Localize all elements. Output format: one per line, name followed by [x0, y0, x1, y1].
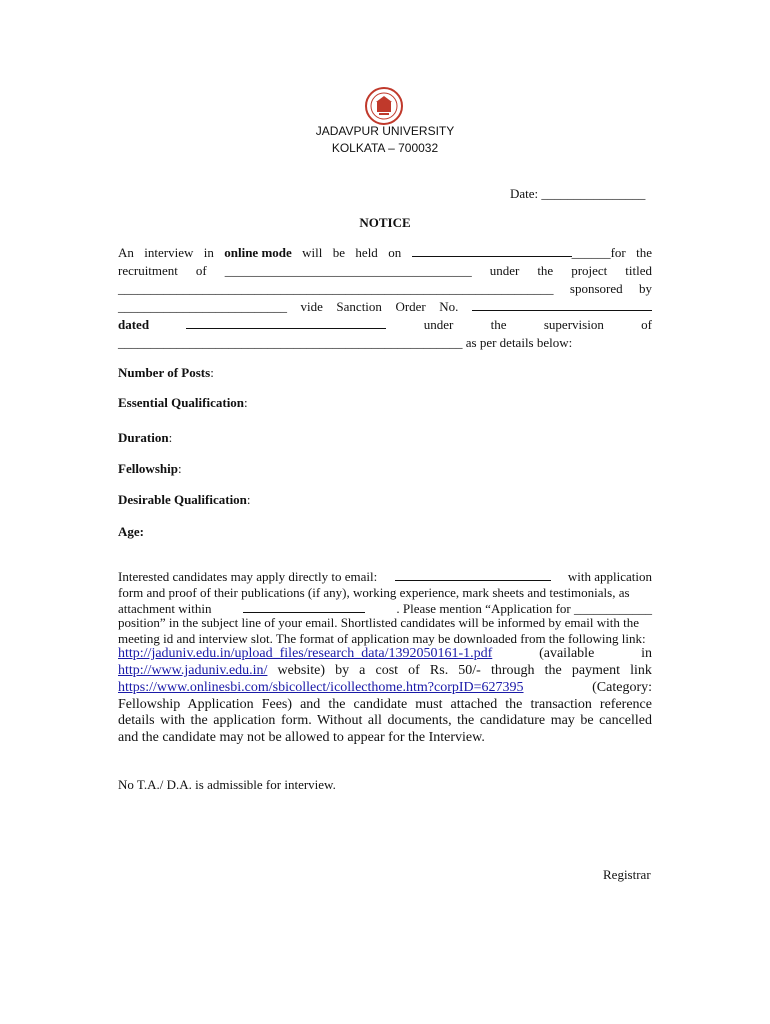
- field-desirable-qualification: Desirable Qualification:: [118, 492, 251, 507]
- field-number-of-posts: Number of Posts:: [118, 365, 214, 380]
- dated-blank: [186, 317, 386, 333]
- apply-line-6: http://jaduniv.edu.in/upload_files/research_data/1392050161-1.pdf (available in: [118, 646, 652, 661]
- apply-line-11: and the candidate may not be allowed to appear for the Interview.: [118, 730, 485, 745]
- email-blank: [395, 569, 551, 585]
- paragraph-line-2: recruitment of ______________________________________ under the project titled: [118, 263, 652, 278]
- payment-link[interactable]: https://www.onlinesbi.com/sbicollect/icollecthome.htm?corpID=627395: [118, 680, 524, 695]
- field-fellowship: Fellowship:: [118, 461, 182, 476]
- university-city: KOLKATA – 700032: [331, 141, 439, 155]
- notice-title: NOTICE: [359, 215, 411, 230]
- paragraph-line-6: _____________________________________________________ as per details below:: [118, 335, 573, 350]
- paragraph-line-3: ___________________________________________________________________ sponsored by: [118, 281, 652, 296]
- apply-line-9: Fellowship Application Fees) and the candidate must attached the transaction reference: [118, 697, 652, 712]
- paragraph-line-1: An interview in online mode will be held on ______for the: [118, 245, 652, 260]
- apply-line-1: Interested candidates may apply directly to email: with application: [118, 569, 652, 584]
- field-duration: Duration:: [118, 430, 173, 445]
- recruitment-blank: ______________________________________: [224, 263, 472, 278]
- date-field: Date: ________________: [510, 186, 646, 201]
- university-name: JADAVPUR UNIVERSITY: [315, 124, 455, 138]
- date-blank: ______for: [412, 245, 626, 261]
- university-emblem: [364, 86, 404, 126]
- apply-line-2: form and proof of their publications (if any), working experience, mark sheets and testimonials, as: [118, 585, 630, 600]
- apply-line-7: http://www.jaduniv.edu.in/ website) by a cost of Rs. 50/- through the payment link: [118, 663, 652, 678]
- apply-line-10: details with the application form. Without all documents, the candidature may be cancelled: [118, 713, 652, 728]
- apply-line-4: position” in the subject line of your email. Shortlisted candidates will be informed by email with the: [118, 615, 639, 630]
- paragraph-line-4: __________________________ vide Sanction Order No.: [118, 299, 652, 315]
- online-mode: online mode: [224, 245, 292, 260]
- supervisor-blank: _____________________________________________________: [118, 335, 463, 350]
- field-essential-qualification: Essential Qualification:: [118, 395, 248, 410]
- university-website-link[interactable]: http://www.jaduniv.edu.in/: [118, 663, 268, 678]
- signatory: Registrar: [603, 867, 651, 882]
- apply-line-8: https://www.onlinesbi.com/sbicollect/icollecthome.htm?corpID=627395 (Category:: [118, 680, 652, 695]
- order-no-blank: [472, 299, 652, 315]
- paragraph-line-5: dated under the supervision of: [118, 317, 652, 332]
- apply-line-3: attachment within . Please mention “Application for ____________: [118, 601, 652, 616]
- sponsor-blank: __________________________: [118, 299, 287, 314]
- apply-line-5: meeting id and interview slot. The format of application may be downloaded from the following link:: [118, 631, 646, 646]
- application-form-link[interactable]: http://jaduniv.edu.in/upload_files/research_data/1392050161-1.pdf: [118, 646, 493, 661]
- ta-da-note: No T.A./ D.A. is admissible for interview.: [118, 777, 336, 792]
- project-title-blank: ___________________________________________________________________: [118, 281, 554, 296]
- field-age: Age:: [118, 524, 144, 539]
